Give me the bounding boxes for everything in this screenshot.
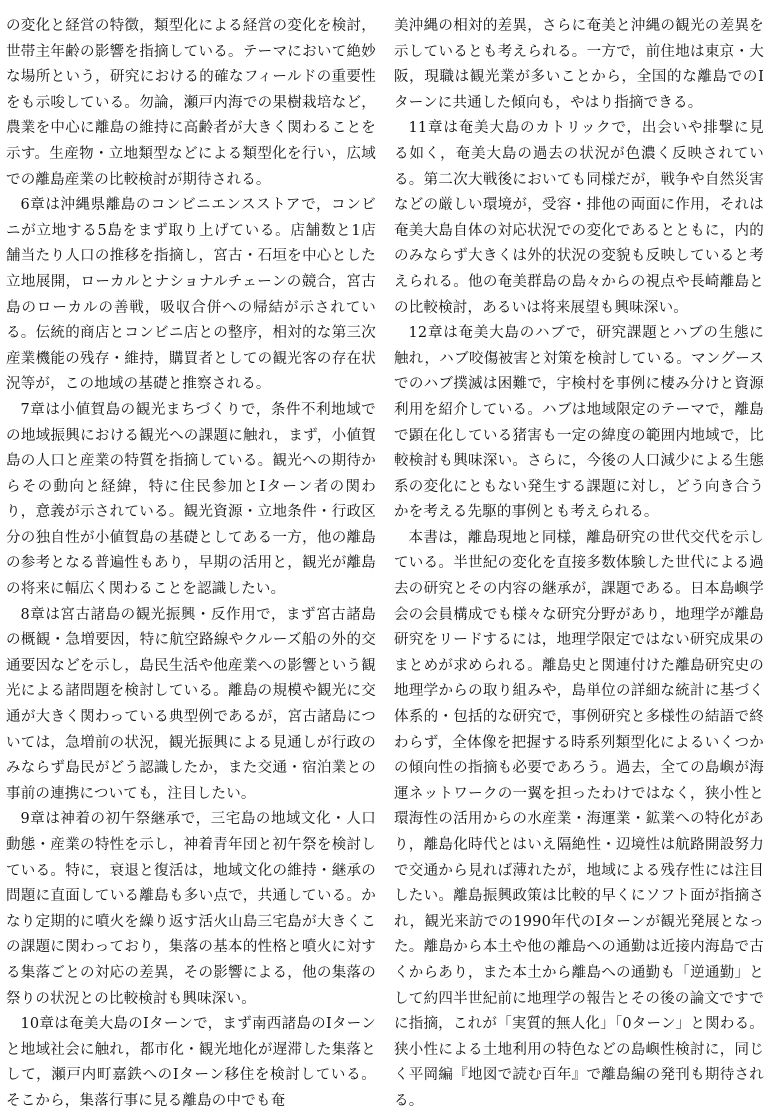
right-paragraph-3: 12章は奄美大島のハブで，研究課題とハブの生態に触れ，ハブ咬傷被害と対策を検討している。マングースでのハブ撲滅は困難で，宇検村を事例に棲み分けと資源利用を紹介している。ハブは地域限定のテーマで，離島で顕在化している猪害も一定の緯度の範囲内地域で，比較検討も興味深い。さらに，今後の人口減少による生態系の変化にともない発生する課題に対し，どう向き合うかを考える先駆的事例とも考えられる。 — [394, 325, 764, 521]
left-column — [6, 14, 376, 1115]
left-paragraph-5: 9章は神着の初午祭継承で，三宅島の地域文化・人口動態・産業の特性を示し，神着青年団と初午祭を検討している。特に，衰退と復活は，地域文化の維持・継承の問題に直面している離島も多い点で，共通している。かなり定期的に噴火を繰り返す活火山島三宅島が大きくこの課題に関わっており，集落の基本的性格と噴火に対する集落ごとの対応の差異，その影響による，他の集落の祭りの状況との比較検討も興味深い。 — [6, 811, 376, 1007]
left-paragraph-6: 10章は奄美大島のIターンで，まず南西諸島のIターンと地域社会に触れ，都市化・観光地化が遅滞した集落として，瀬戸内町嘉鉄へのIターン移住を検討している。そこから，集落行事に見る離島の中でも奄 — [6, 1016, 376, 1109]
left-paragraph-2: 6章は沖縄県離島のコンビニエンスストアで，コンビニが立地する5島をまず取り上げている。店舗数と1店舗当たり人口の推移を指摘し，宮古・石垣を中心とした立地展開，ローカルとナショナルチェーンの競合，宮古島のローカルの善戦，吸収合併への帰結が示されている。伝統的商店とコンビニ店との整序，相対的な第三次産業機能の残存・維持，購買者としての観光客の存在状況等が，この地域の基礎と推察される。 — [6, 197, 376, 393]
left-paragraph-4: 8章は宮古諸島の観光振興・反作用で，まず宮古諸島の概観・急増要因，特に航空路線やクルーズ船の外的交通要因などを示し，島民生活や他産業への影響という観光による諸問題を検討している。離島の規模や観光に交通が大きく関わっている典型例であるが，宮古諸島については，急増前の状況，観光振興による見通しが行政のみならず島民がどう認識したか，また交通・宿泊業との事前の連携についても，注目したい。 — [6, 606, 376, 802]
left-paragraph-3: 7章は小値賀島の観光まちづくりで，条件不利地域での地域振興における観光への課題に触れ，まず，小値賀島の人口と産業の特質を指摘している。観光への期待からその動向と経緯，特に住民参加とIターン者の関わり，意義が示されている。観光資源・立地条件・行政区分の独自性が小値賀島の基礎としてある一方，他の離島の参考となる普遍性もあり，早期の活用と，観光が離島の将来に幅広く関わることを認識したい。 — [6, 401, 376, 598]
right-paragraph-2: 11章は奄美大島のカトリックで，出会いや排撃に見る如く，奄美大島の過去の状況が色濃く反映されている。第二次大戦後においても同様だが，戦争や自然災害などの厳しい環境が，受容・排他の両面に作用，それは奄美大島自体の対応状況での変化であるとともに，内的のみならず大きくは外的状況の変貌も反映していると考えられる。他の奄美群島の島々からの視点や長崎離島との比較検討，あるいは将来展望も興味深い。 — [394, 120, 764, 316]
left-paragraph-1: の変化と経営の特徴，類型化による経営の変化を検討，世帯主年齢の影響を指摘している。テーマにおいて絶妙な場所という，研究における的確なフィールドの重要性をも示唆している。勿論，瀬戸内海での果樹栽培など，農業を中心に離島の維持に高齢者が大きく関わることを示す。生産物・立地類型などによる類型化を行い，広域での離島産業の比較検討が期待される。 — [6, 18, 376, 188]
right-paragraph-4: 本書は，離島現地と同様，離島研究の世代交代を示している。半世紀の変化を直接多数体験した世代による過去の研究とその内容の継承が，課題である。日本島嶼学会の会員構成でも様々な研究分野があり，地理学が離島研究をリードするには，地理学限定ではない研究成果のまとめが求められる。離島史と関連付けた離島研究史の地理学からの取り組みや，島単位の詳細な統計に基づく体系的・包括的な研究で，事例研究と多様性の結語で終わらず，全体像を把握する時系列類型化によるいくつかの傾向性の指摘も必要であろう。過去，全ての島嶼が海運ネットワークの一翼を担ったわけではなく，狭小性と環海性の活用からの水産業・海運業・鉱業への特化があり，離島化時代とはいえ隔絶性・辺境性は航路開設努力で交通から見れば薄れたが，地域による残存性には注目したい。離島振興政策は比較的早くにソフト面が指摘され，観光来訪での1990年代のIターンが観光発展となった。離島から本土や他の離島への通勤は近接内海島で古くからあり，また本土から離島への通勤も「逆通勤」として約四半世紀前に地理学の報告とその後の論文ですでに指摘，これが「実質的無人化」「0ターン」と関わる。狭小性による土地利用の特色などの島嶼性検討に，同じく平岡編『地図で読む百年』で離島編の発刊も期待される。 — [394, 529, 764, 1109]
right-paragraph-1: 美沖縄の相対的差異，さらに奄美と沖縄の観光の差異を示しているとも考えられる。一方で，前住地は東京・大阪，現職は観光業が多いことから，全国的な離島でのIターンに共通した傾向も，やはり指摘できる。 — [394, 18, 764, 111]
right-column — [394, 14, 764, 1115]
